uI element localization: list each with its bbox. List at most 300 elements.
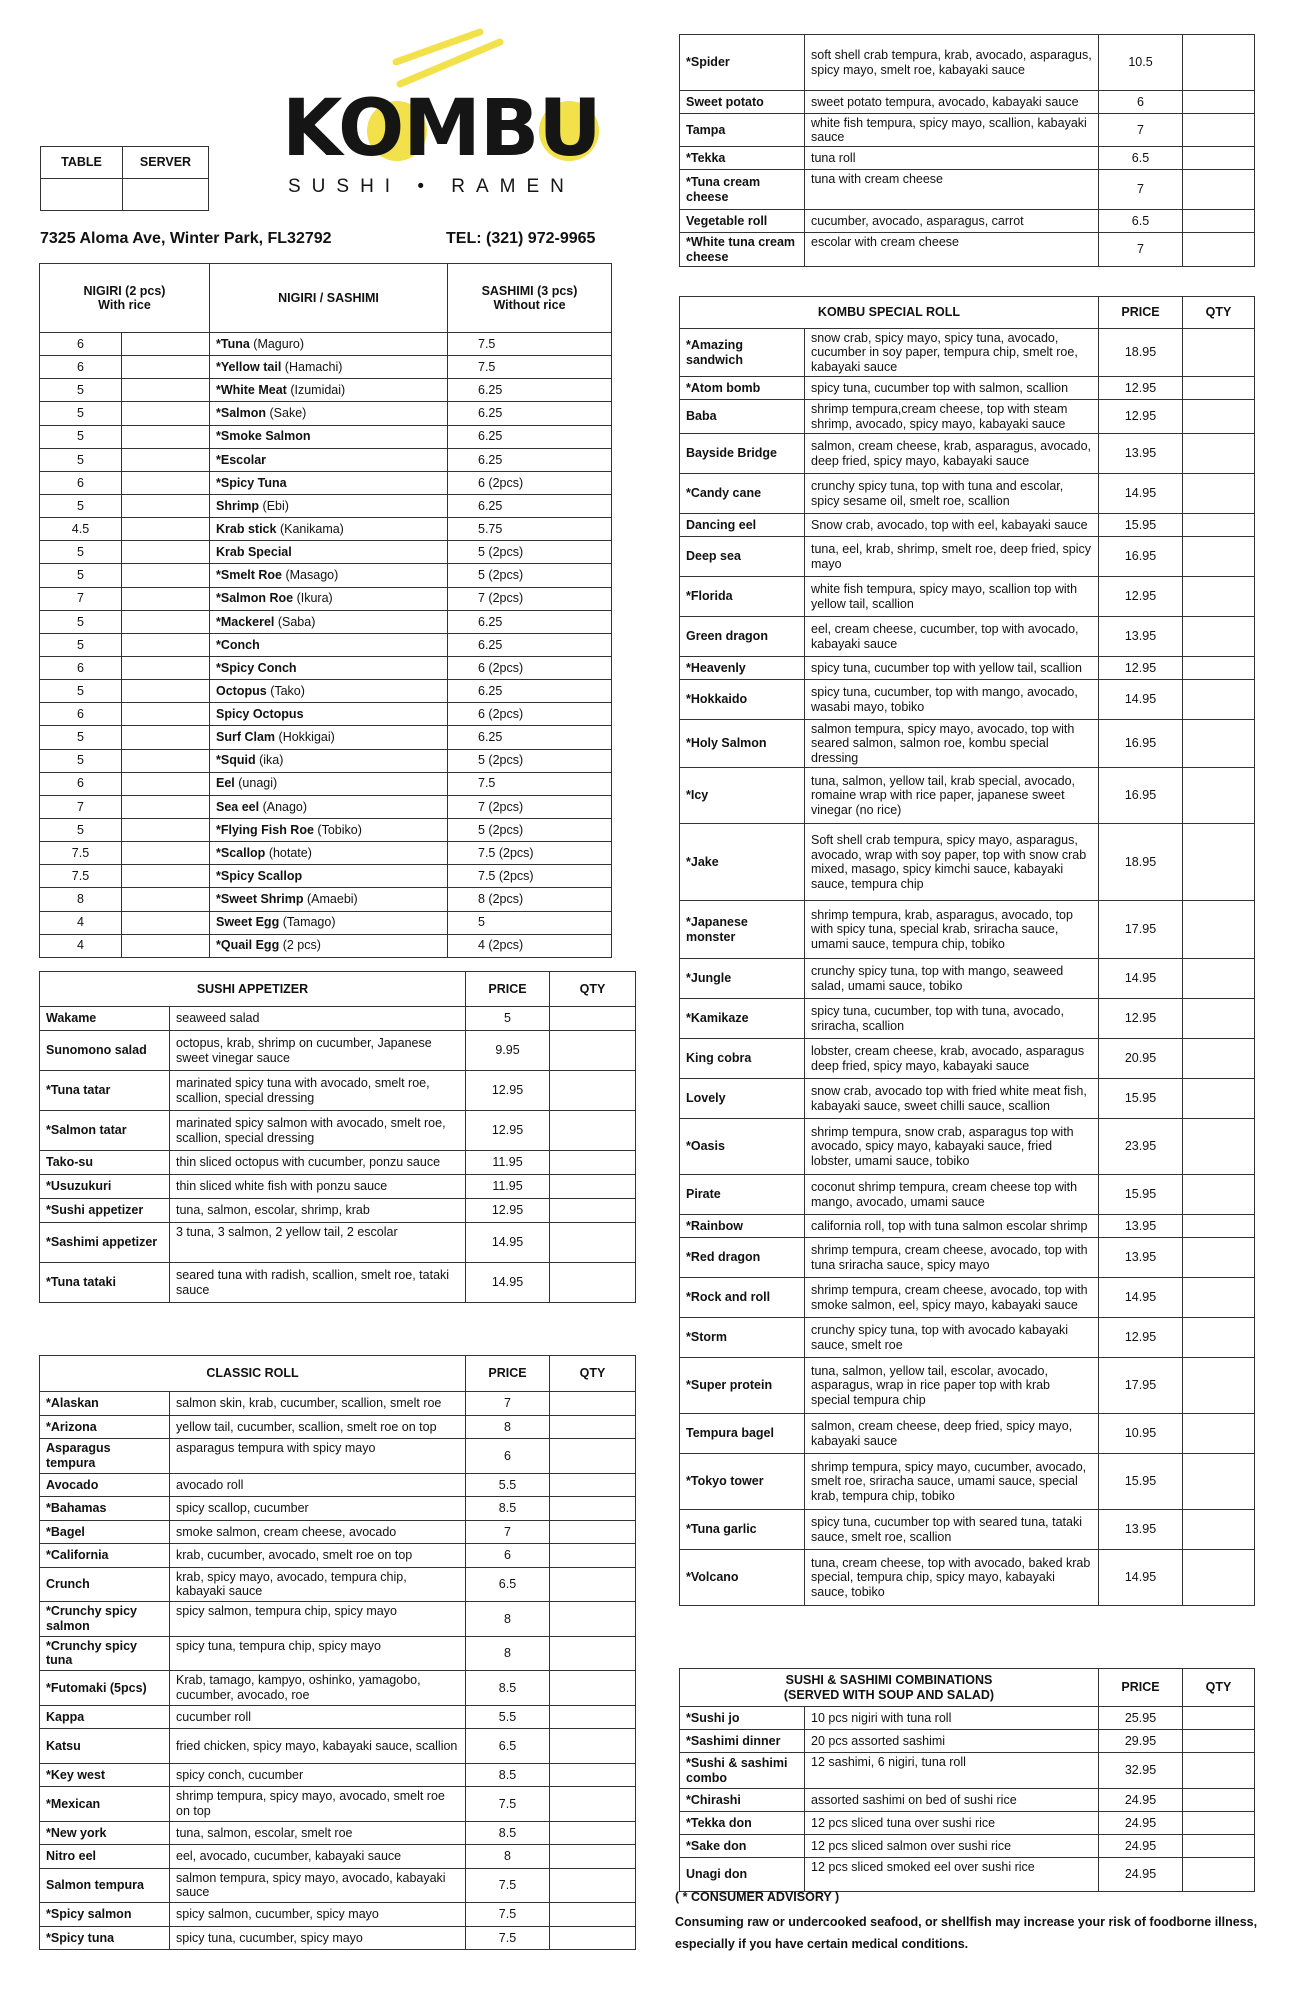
qty-cell[interactable] [1183,768,1255,824]
item-name: Bayside Bridge [680,434,805,474]
item-name: *Tokyo tower [680,1454,805,1510]
sashimi-price: 8 (2pcs) [448,888,612,911]
table-row [40,1729,636,1764]
item-price: 5.5 [466,1705,550,1729]
table-row [40,1903,636,1927]
item-name: Wakame [40,1007,170,1031]
table-input-cell[interactable] [41,179,123,211]
item-name: *Tekka don [680,1812,805,1835]
nigiri-qty-cell[interactable] [122,379,210,402]
table-row [40,1705,636,1729]
nigiri-qty-cell[interactable] [122,842,210,865]
item-price: 7 [1099,114,1183,147]
item-price: 8.5 [466,1497,550,1521]
item-price: 6 [466,1544,550,1568]
sashimi-price: 5 (2pcs) [448,541,612,564]
qty-cell[interactable] [1183,233,1255,267]
nigiri-qty-cell[interactable] [122,888,210,911]
nigiri-qty-cell[interactable] [122,772,210,795]
qty-cell[interactable] [550,1151,636,1175]
qty-cell[interactable] [1183,1510,1255,1550]
item-price: 12.95 [1099,657,1183,680]
item-name: *Futomaki (5pcs) [40,1671,170,1706]
nigiri-qty-cell[interactable] [122,656,210,679]
nigiri-qty-cell[interactable] [122,494,210,517]
qty-cell[interactable] [550,1199,636,1223]
item-price: 16.95 [1099,720,1183,768]
qty-header: QTY [1183,297,1255,329]
nigiri-qty-cell[interactable] [122,703,210,726]
table-row [40,1223,636,1263]
item-price: 18.95 [1099,329,1183,377]
qty-cell[interactable] [1183,35,1255,91]
nigiri-price: 5 [40,749,122,772]
item-description: white fish tempura, spicy mayo, scallion, kabayaki sauce [805,114,1099,147]
item-name: *Icy [680,768,805,824]
item-price: 25.95 [1099,1707,1183,1730]
item-name [210,610,448,633]
table-row [680,680,1255,720]
item-name [210,772,448,795]
item-price: 14.95 [1099,1550,1183,1606]
item-description: shrimp tempura, spicy mayo, cucumber, avocado, smelt roe, sriracha sauce, umami sauce, special krab, tempura chip, tobiko [805,1454,1099,1510]
qty-cell[interactable] [550,1671,636,1706]
qty-cell[interactable] [1183,1119,1255,1175]
item-price: 7 [466,1520,550,1544]
item-description: salmon, cream cheese, krab, asparagus, avocado, deep fried, spicy mayo, kabayaki sauce [805,434,1099,474]
table-row [680,577,1255,617]
item-price: 15.95 [1099,514,1183,537]
nigiri-price: 7.5 [40,842,122,865]
item-description: 12 pcs sliced salmon over sushi rice [805,1835,1099,1858]
item-name: *Tuna cream cheese [680,170,805,210]
nigiri-price: 5 [40,402,122,425]
item-description: fried chicken, spicy mayo, kabayaki sauce, scallion [170,1729,466,1764]
item-name: Kappa [40,1705,170,1729]
item-description: tuna, salmon, yellow tail, escolar, avocado, asparagus, wrap in rice paper top with krab special tempura chip [805,1358,1099,1414]
item-price: 16.95 [1099,537,1183,577]
table-row [40,1007,636,1031]
item-japanese-name: (Kanikama) [279,521,344,536]
item-label: Surf Clam [216,730,276,745]
table-row [680,1079,1255,1119]
qty-cell[interactable] [1183,657,1255,680]
qty-cell[interactable] [550,1926,636,1950]
table-row [680,1550,1255,1606]
nigiri-qty-cell[interactable] [122,402,210,425]
qty-cell[interactable] [1183,1079,1255,1119]
item-name: *Key west [40,1763,170,1787]
item-description: Soft shell crab tempura, spicy mayo, asparagus, avocado, wrap with soy paper, top with snow crab mixed, masago, spicy kimchi sauce, kabayaki sauce, tempura chip [805,824,1099,901]
item-name: *Kamikaze [680,999,805,1039]
item-description: spicy scallop, cucumber [170,1497,466,1521]
table-row [40,1926,636,1950]
table-row [680,170,1255,210]
item-description: tuna, eel, krab, shrimp, smelt roe, deep fried, spicy mayo [805,537,1099,577]
qty-cell[interactable] [550,1439,636,1474]
item-price: 24.95 [1099,1858,1183,1892]
item-price: 24.95 [1099,1812,1183,1835]
qty-cell[interactable] [1183,474,1255,514]
qty-cell[interactable] [550,1111,636,1151]
item-name [210,865,448,888]
nigiri-qty-cell[interactable] [122,633,210,656]
table-row [40,1602,636,1637]
table-row [40,1544,636,1568]
item-name: Sweet potato [680,91,805,114]
table-row [40,726,612,749]
qty-header: QTY [1183,1669,1255,1707]
item-japanese-name: (Masago) [285,568,339,583]
nigiri-qty-cell[interactable] [122,587,210,610]
table-server-box [40,146,209,211]
qty-cell[interactable] [550,1903,636,1927]
item-name: *Bagel [40,1520,170,1544]
item-price: 6.5 [1099,210,1183,233]
item-label: *White Meat [216,383,287,398]
item-price: 5.5 [466,1473,550,1497]
item-name: *Jungle [680,959,805,999]
qty-cell[interactable] [1183,1175,1255,1215]
qty-cell[interactable] [550,1263,636,1303]
item-description: tuna, salmon, escolar, smelt roe [170,1821,466,1845]
qty-cell[interactable] [1183,1215,1255,1238]
item-description: tuna with cream cheese [805,170,1099,210]
item-name [210,656,448,679]
nigiri-price: 4.5 [40,518,122,541]
qty-cell[interactable] [1183,537,1255,577]
item-description: assorted sashimi on bed of sushi rice [805,1789,1099,1812]
item-price: 15.95 [1099,1454,1183,1510]
qty-cell[interactable] [550,1705,636,1729]
table-row [680,537,1255,577]
qty-cell[interactable] [1183,91,1255,114]
qty-cell[interactable] [1183,1318,1255,1358]
nigiri-qty-cell[interactable] [122,911,210,934]
item-description: spicy conch, cucumber [170,1763,466,1787]
table-row [40,518,612,541]
qty-cell[interactable] [550,1497,636,1521]
nigiri-price: 5 [40,448,122,471]
sashimi-price: 7 (2pcs) [448,795,612,818]
qty-cell[interactable] [1183,400,1255,434]
qty-cell[interactable] [1183,1789,1255,1812]
nigiri-qty-cell[interactable] [122,564,210,587]
server-label: SERVER [123,147,209,179]
nigiri-qty-cell[interactable] [122,795,210,818]
qty-cell[interactable] [550,1821,636,1845]
table-row [40,1473,636,1497]
item-label: Sea eel [216,799,260,814]
qty-cell[interactable] [550,1071,636,1111]
item-name: *Red dragon [680,1238,805,1278]
item-name: *Oasis [680,1119,805,1175]
qty-cell[interactable] [1183,901,1255,959]
qty-cell[interactable] [550,1729,636,1764]
price-header: PRICE [466,972,550,1007]
item-japanese-name: (Tobiko) [317,822,362,837]
qty-cell[interactable] [550,1636,636,1671]
sashimi-header: SASHIMI (3 pcs) Without rice [448,264,612,333]
table-row [680,400,1255,434]
item-description: thin sliced white fish with ponzu sauce [170,1175,466,1199]
item-name: *Tekka [680,147,805,170]
item-description: marinated spicy tuna with avocado, smelt roe, scallion, special dressing [170,1071,466,1111]
nigiri-price: 5 [40,541,122,564]
qty-cell[interactable] [1183,720,1255,768]
item-name: Salmon tempura [40,1868,170,1903]
qty-cell[interactable] [1183,680,1255,720]
nigiri-qty-cell[interactable] [122,610,210,633]
section-title: SUSHI & SASHIMI COMBINATIONS (SERVED WITH SOUP AND SALAD) [680,1669,1099,1707]
item-price: 18.95 [1099,824,1183,901]
sashimi-price: 6.25 [448,680,612,703]
qty-cell[interactable] [550,1787,636,1822]
item-label: *Flying Fish Roe [216,822,314,837]
item-name: Tampa [680,114,805,147]
qty-header: QTY [550,972,636,1007]
item-japanese-name: (Sake) [269,406,307,421]
table-row [680,720,1255,768]
item-description: asparagus tempura with spicy mayo [170,1439,466,1474]
qty-cell[interactable] [550,1175,636,1199]
item-name [210,911,448,934]
table-row [40,680,612,703]
qty-cell[interactable] [1183,377,1255,400]
qty-cell[interactable] [550,1392,636,1416]
item-label: Spicy Octopus [216,707,304,722]
item-description: krab, spicy mayo, avocado, tempura chip, kabayaki sauce [170,1567,466,1602]
sashimi-price: 6 (2pcs) [448,656,612,679]
sashimi-price: 7 (2pcs) [448,587,612,610]
nigiri-qty-cell[interactable] [122,356,210,379]
sashimi-price: 5 (2pcs) [448,564,612,587]
item-name: Vegetable roll [680,210,805,233]
qty-cell[interactable] [550,1845,636,1869]
qty-cell[interactable] [1183,1753,1255,1789]
nigiri-qty-cell[interactable] [122,865,210,888]
item-japanese-name: (Ebi) [262,498,289,513]
nigiri-qty-cell[interactable] [122,726,210,749]
item-label: *Scallop [216,845,266,860]
item-price: 12.95 [466,1111,550,1151]
nigiri-qty-cell[interactable] [122,818,210,841]
item-price: 24.95 [1099,1835,1183,1858]
item-description: crunchy spicy tuna, top with mango, seaweed salad, umami sauce, tobiko [805,959,1099,999]
table-row [680,657,1255,680]
item-name [210,333,448,356]
item-name: *Usuzukuri [40,1175,170,1199]
qty-cell[interactable] [550,1544,636,1568]
qty-cell[interactable] [550,1223,636,1263]
table-row [40,333,612,356]
nigiri-qty-cell[interactable] [122,518,210,541]
item-name: *Storm [680,1318,805,1358]
qty-cell[interactable] [550,1763,636,1787]
qty-cell[interactable] [550,1520,636,1544]
item-price: 14.95 [1099,474,1183,514]
item-price: 13.95 [1099,1510,1183,1550]
item-description: eel, avocado, cucumber, kabayaki sauce [170,1845,466,1869]
sashimi-price: 6.25 [448,425,612,448]
item-price: 10.5 [1099,35,1183,91]
item-description: shrimp tempura, cream cheese, avocado, top with tuna sriracha sauce, spicy mayo [805,1238,1099,1278]
classic-roll-table [39,1355,636,1950]
qty-cell[interactable] [1183,1812,1255,1835]
qty-cell[interactable] [550,1567,636,1602]
item-name [210,448,448,471]
table-row [40,1263,636,1303]
qty-cell[interactable] [1183,1858,1255,1892]
item-name: *Crunchy spicy salmon [40,1602,170,1637]
table-row [680,617,1255,657]
item-description: 12 pcs sliced smoked eel over sushi rice [805,1858,1099,1892]
qty-cell[interactable] [550,1868,636,1903]
item-name: Katsu [40,1729,170,1764]
item-name [210,680,448,703]
nigiri-qty-cell[interactable] [122,471,210,494]
item-name [210,564,448,587]
sashimi-price: 6.25 [448,494,612,517]
table-row [40,911,612,934]
qty-cell[interactable] [1183,1039,1255,1079]
qty-cell[interactable] [1183,114,1255,147]
table-row [680,1358,1255,1414]
item-name: *New york [40,1821,170,1845]
item-name: *Jake [680,824,805,901]
item-japanese-name: (hotate) [268,845,312,860]
table-row [40,656,612,679]
item-price: 9.95 [466,1031,550,1071]
kombu-special-roll-table [679,296,1255,1606]
item-description: spicy salmon, cucumber, spicy mayo [170,1903,466,1927]
table-row [680,1707,1255,1730]
qty-cell[interactable] [1183,959,1255,999]
item-description: spicy tuna, cucumber, top with mango, avocado, wasabi mayo, tobiko [805,680,1099,720]
qty-cell[interactable] [1183,434,1255,474]
item-name: *Sake don [680,1835,805,1858]
item-name: *California [40,1544,170,1568]
qty-cell[interactable] [1183,170,1255,210]
qty-cell[interactable] [550,1473,636,1497]
item-label: *Tuna [216,336,250,351]
item-price: 29.95 [1099,1730,1183,1753]
nigiri-price: 6 [40,471,122,494]
item-description: salmon skin, krab, cucumber, scallion, smelt roe [170,1392,466,1416]
qty-cell[interactable] [1183,514,1255,537]
item-japanese-name: (Izumidai) [290,383,346,398]
item-label: *Sweet Shrimp [216,892,304,907]
sashimi-price: 5 (2pcs) [448,818,612,841]
item-name [210,795,448,818]
table-row [680,1753,1255,1789]
qty-cell[interactable] [1183,329,1255,377]
nigiri-qty-cell[interactable] [122,680,210,703]
nigiri-price: 5 [40,633,122,656]
qty-cell[interactable] [550,1415,636,1439]
item-description: octopus, krab, shrimp on cucumber, Japanese sweet vinegar sauce [170,1031,466,1071]
item-price: 8.5 [466,1671,550,1706]
nigiri-qty-cell[interactable] [122,934,210,957]
nigiri-price: 7.5 [40,865,122,888]
item-description: shrimp tempura, snow crab, asparagus top with avocado, spicy mayo, kabayaki sauce, fried lobster, umami sauce, tobiko [805,1119,1099,1175]
qty-cell[interactable] [1183,1835,1255,1858]
nigiri-qty-cell[interactable] [122,541,210,564]
table-row [680,959,1255,999]
table-row [680,35,1255,91]
qty-cell[interactable] [550,1007,636,1031]
nigiri-qty-cell[interactable] [122,749,210,772]
qty-cell[interactable] [1183,1414,1255,1454]
sashimi-price: 6.25 [448,379,612,402]
table-row [40,1497,636,1521]
sashimi-price: 5 (2pcs) [448,749,612,772]
item-name [210,541,448,564]
table-row [680,474,1255,514]
item-description: avocado roll [170,1473,466,1497]
item-price: 6.5 [1099,147,1183,170]
section-title: CLASSIC ROLL [40,1356,466,1392]
table-row [40,703,612,726]
table-row [40,1415,636,1439]
item-name: Baba [680,400,805,434]
server-input-cell[interactable] [123,179,209,211]
qty-cell[interactable] [1183,1278,1255,1318]
nigiri-qty-cell[interactable] [122,333,210,356]
item-name [210,749,448,772]
item-price: 12.95 [1099,400,1183,434]
qty-cell[interactable] [1183,1454,1255,1510]
qty-cell[interactable] [1183,577,1255,617]
qty-cell[interactable] [550,1031,636,1071]
item-description: shrimp tempura,cream cheese, top with steam shrimp, avocado, spicy mayo, kabayaki sauce [805,400,1099,434]
item-price: 8 [466,1602,550,1637]
table-row [40,425,612,448]
item-description: tuna, salmon, escolar, shrimp, krab [170,1199,466,1223]
nigiri-price: 5 [40,610,122,633]
qty-cell[interactable] [1183,1238,1255,1278]
qty-cell[interactable] [1183,1358,1255,1414]
qty-cell[interactable] [550,1602,636,1637]
qty-cell[interactable] [1183,1550,1255,1606]
item-price: 17.95 [1099,901,1183,959]
item-description: california roll, top with tuna salmon escolar shrimp [805,1215,1099,1238]
item-price: 6.5 [466,1567,550,1602]
qty-cell[interactable] [1183,824,1255,901]
qty-cell[interactable] [1183,999,1255,1039]
table-row [680,210,1255,233]
item-description: thin sliced octopus with cucumber, ponzu sauce [170,1151,466,1175]
item-price: 7.5 [466,1926,550,1950]
item-price: 23.95 [1099,1119,1183,1175]
qty-cell[interactable] [1183,210,1255,233]
item-description: marinated spicy salmon with avocado, smelt roe, scallion, special dressing [170,1111,466,1151]
qty-cell[interactable] [1183,1730,1255,1753]
item-name [210,425,448,448]
sashimi-price: 5.75 [448,518,612,541]
nigiri-qty-cell[interactable] [122,425,210,448]
nigiri-price: 6 [40,333,122,356]
item-name [210,356,448,379]
price-header: PRICE [466,1356,550,1392]
qty-cell[interactable] [1183,617,1255,657]
item-name: *Japanese monster [680,901,805,959]
nigiri-qty-cell[interactable] [122,448,210,471]
qty-cell[interactable] [1183,1707,1255,1730]
table-row [40,1821,636,1845]
item-description: seaweed salad [170,1007,466,1031]
qty-cell[interactable] [1183,147,1255,170]
